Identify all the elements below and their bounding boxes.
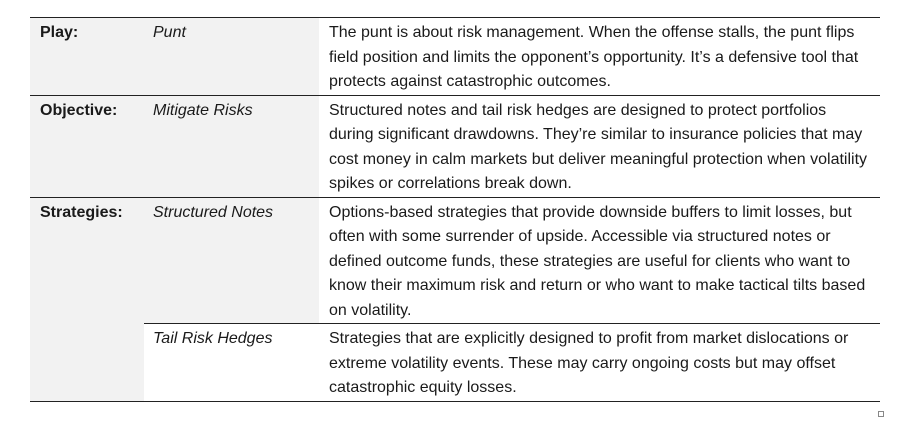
table-resize-handle[interactable] <box>878 411 884 417</box>
strategy-name: Structured Notes <box>144 198 319 324</box>
table-row-strategies <box>30 197 880 402</box>
row-description: Structured notes and tail risk hedges are designed to protect portfolios during significant drawdowns. They’re similar to insurance policies that may cost money in calm markets but deliver meaningful protection when volatility spikes or correlations break down. <box>329 101 868 192</box>
table-row-play <box>30 17 880 95</box>
strategies-group <box>144 198 880 401</box>
row-subtitle: Punt <box>144 18 319 95</box>
row-subtitle: Mitigate Risks <box>144 96 319 197</box>
strategy-description: Options-based strategies that provide downside buffers to limit losses, but often with some surrender of upside. Accessible via structured notes or defined outcome funds, these strategies are useful for clients who want to know their maximum risk and return or who want to make tactical tilts based on volatility. <box>329 203 866 319</box>
row-label: Play: <box>30 18 144 95</box>
strategy-description: Strategies that are explicitly designed to profit from market dislocations or extreme volatility events. These may carry ongoing costs but may offset catastrophic equity losses. <box>329 330 849 396</box>
row-description: The punt is about risk management. When the offense stalls, the punt flips field position and limits the opponent’s opportunity. It’s a defensive tool that protects against catastrophic outcomes. <box>329 24 859 90</box>
row-label: Strategies: <box>30 198 144 401</box>
table-row-objective <box>30 95 880 197</box>
strategy-name: Tail Risk Hedges <box>144 324 319 401</box>
strategy-table <box>30 17 880 402</box>
strategy-item-structured-notes <box>144 198 880 324</box>
row-label: Objective: <box>30 96 144 197</box>
strategy-item-tail-risk-hedges <box>144 323 880 401</box>
